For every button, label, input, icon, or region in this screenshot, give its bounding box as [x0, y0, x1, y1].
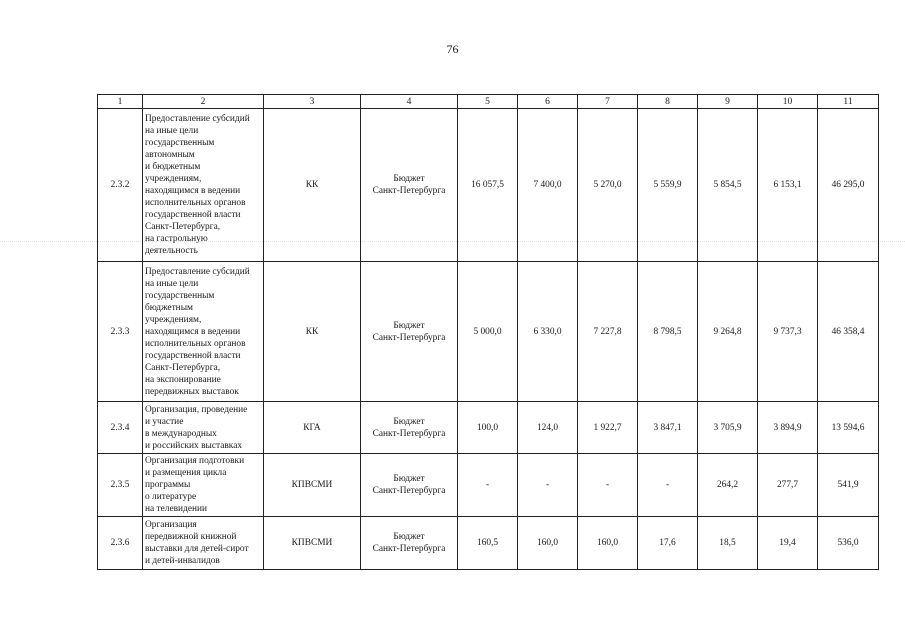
item-executor: КПВСМИ: [264, 454, 361, 517]
table-row: [98, 454, 879, 517]
item-code: 2.3.6: [98, 517, 143, 570]
item-code: 2.3.5: [98, 454, 143, 517]
item-code: 2.3.3: [98, 262, 143, 402]
value-cell: 277,7: [758, 454, 818, 517]
budget-table: [97, 94, 879, 570]
column-header: 4: [361, 95, 458, 109]
item-code: 2.3.4: [98, 402, 143, 454]
value-cell: 19,4: [758, 517, 818, 570]
table-row: [98, 517, 879, 570]
item-funding-source: Бюджет Санкт-Петербурга: [361, 262, 458, 402]
value-cell: 9 264,8: [698, 262, 758, 402]
value-cell: 17,6: [638, 517, 698, 570]
value-cell: 124,0: [518, 402, 578, 454]
value-cell: 7 227,8: [578, 262, 638, 402]
value-cell: 264,2: [698, 454, 758, 517]
item-name: Организация, проведение и участие в международных и российских выставках: [143, 402, 264, 454]
total-cell: 536,0: [818, 517, 879, 570]
table-row: [98, 262, 879, 402]
column-header: 6: [518, 95, 578, 109]
item-name: Организация передвижной книжной выставки для детей-сирот и детей-инвалидов: [143, 517, 264, 570]
value-cell: 8 798,5: [638, 262, 698, 402]
value-cell: 160,0: [578, 517, 638, 570]
item-executor: КГА: [264, 402, 361, 454]
value-cell: 3 847,1: [638, 402, 698, 454]
value-cell: -: [458, 454, 518, 517]
total-cell: 541,9: [818, 454, 879, 517]
value-cell: -: [578, 454, 638, 517]
item-code: 2.3.2: [98, 109, 143, 262]
value-cell: 6 330,0: [518, 262, 578, 402]
item-funding-source: Бюджет Санкт-Петербурга: [361, 454, 458, 517]
value-cell: 160,5: [458, 517, 518, 570]
value-cell: -: [518, 454, 578, 517]
column-header: 1: [98, 95, 143, 109]
total-cell: 46 358,4: [818, 262, 879, 402]
item-name: Организация подготовки и размещения цикла программы о литературе на телевидении: [143, 454, 264, 517]
item-executor: КК: [264, 262, 361, 402]
value-cell: 5 559,9: [638, 109, 698, 262]
column-header: 7: [578, 95, 638, 109]
total-cell: 46 295,0: [818, 109, 879, 262]
value-cell: 100,0: [458, 402, 518, 454]
value-cell: 3 894,9: [758, 402, 818, 454]
item-name: Предоставление субсидий на иные цели государственным бюджетным учреждениям, находящимся в ведении исполнительных органов государственной власти Санкт-Петербурга, на экспонирование передвижных выставок: [143, 262, 264, 402]
value-cell: 5 000,0: [458, 262, 518, 402]
total-cell: 13 594,6: [818, 402, 879, 454]
page-number: 76: [446, 42, 459, 56]
item-funding-source: Бюджет Санкт-Петербурга: [361, 517, 458, 570]
value-cell: 3 705,9: [698, 402, 758, 454]
value-cell: 6 153,1: [758, 109, 818, 262]
item-funding-source: Бюджет Санкт-Петербурга: [361, 109, 458, 262]
header-row: [98, 95, 879, 109]
column-header: 2: [143, 95, 264, 109]
value-cell: 16 057,5: [458, 109, 518, 262]
column-header: 10: [758, 95, 818, 109]
column-header: 9: [698, 95, 758, 109]
item-executor: КК: [264, 109, 361, 262]
table-row: [98, 402, 879, 454]
value-cell: -: [638, 454, 698, 517]
column-header: 3: [264, 95, 361, 109]
item-name: Предоставление субсидий на иные цели государственным автономным и бюджетным учреждениям, находящимся в ведении исполнительных органов государственной власти Санкт-Петербурга, на гастрольную деятельность: [143, 109, 264, 262]
column-header: 11: [818, 95, 879, 109]
value-cell: 18,5: [698, 517, 758, 570]
column-header: 5: [458, 95, 518, 109]
item-executor: КПВСМИ: [264, 517, 361, 570]
value-cell: 160,0: [518, 517, 578, 570]
value-cell: 1 922,7: [578, 402, 638, 454]
value-cell: 5 270,0: [578, 109, 638, 262]
item-funding-source: Бюджет Санкт-Петербурга: [361, 402, 458, 454]
value-cell: 5 854,5: [698, 109, 758, 262]
column-header: 8: [638, 95, 698, 109]
table-row: [98, 109, 879, 262]
value-cell: 7 400,0: [518, 109, 578, 262]
value-cell: 9 737,3: [758, 262, 818, 402]
